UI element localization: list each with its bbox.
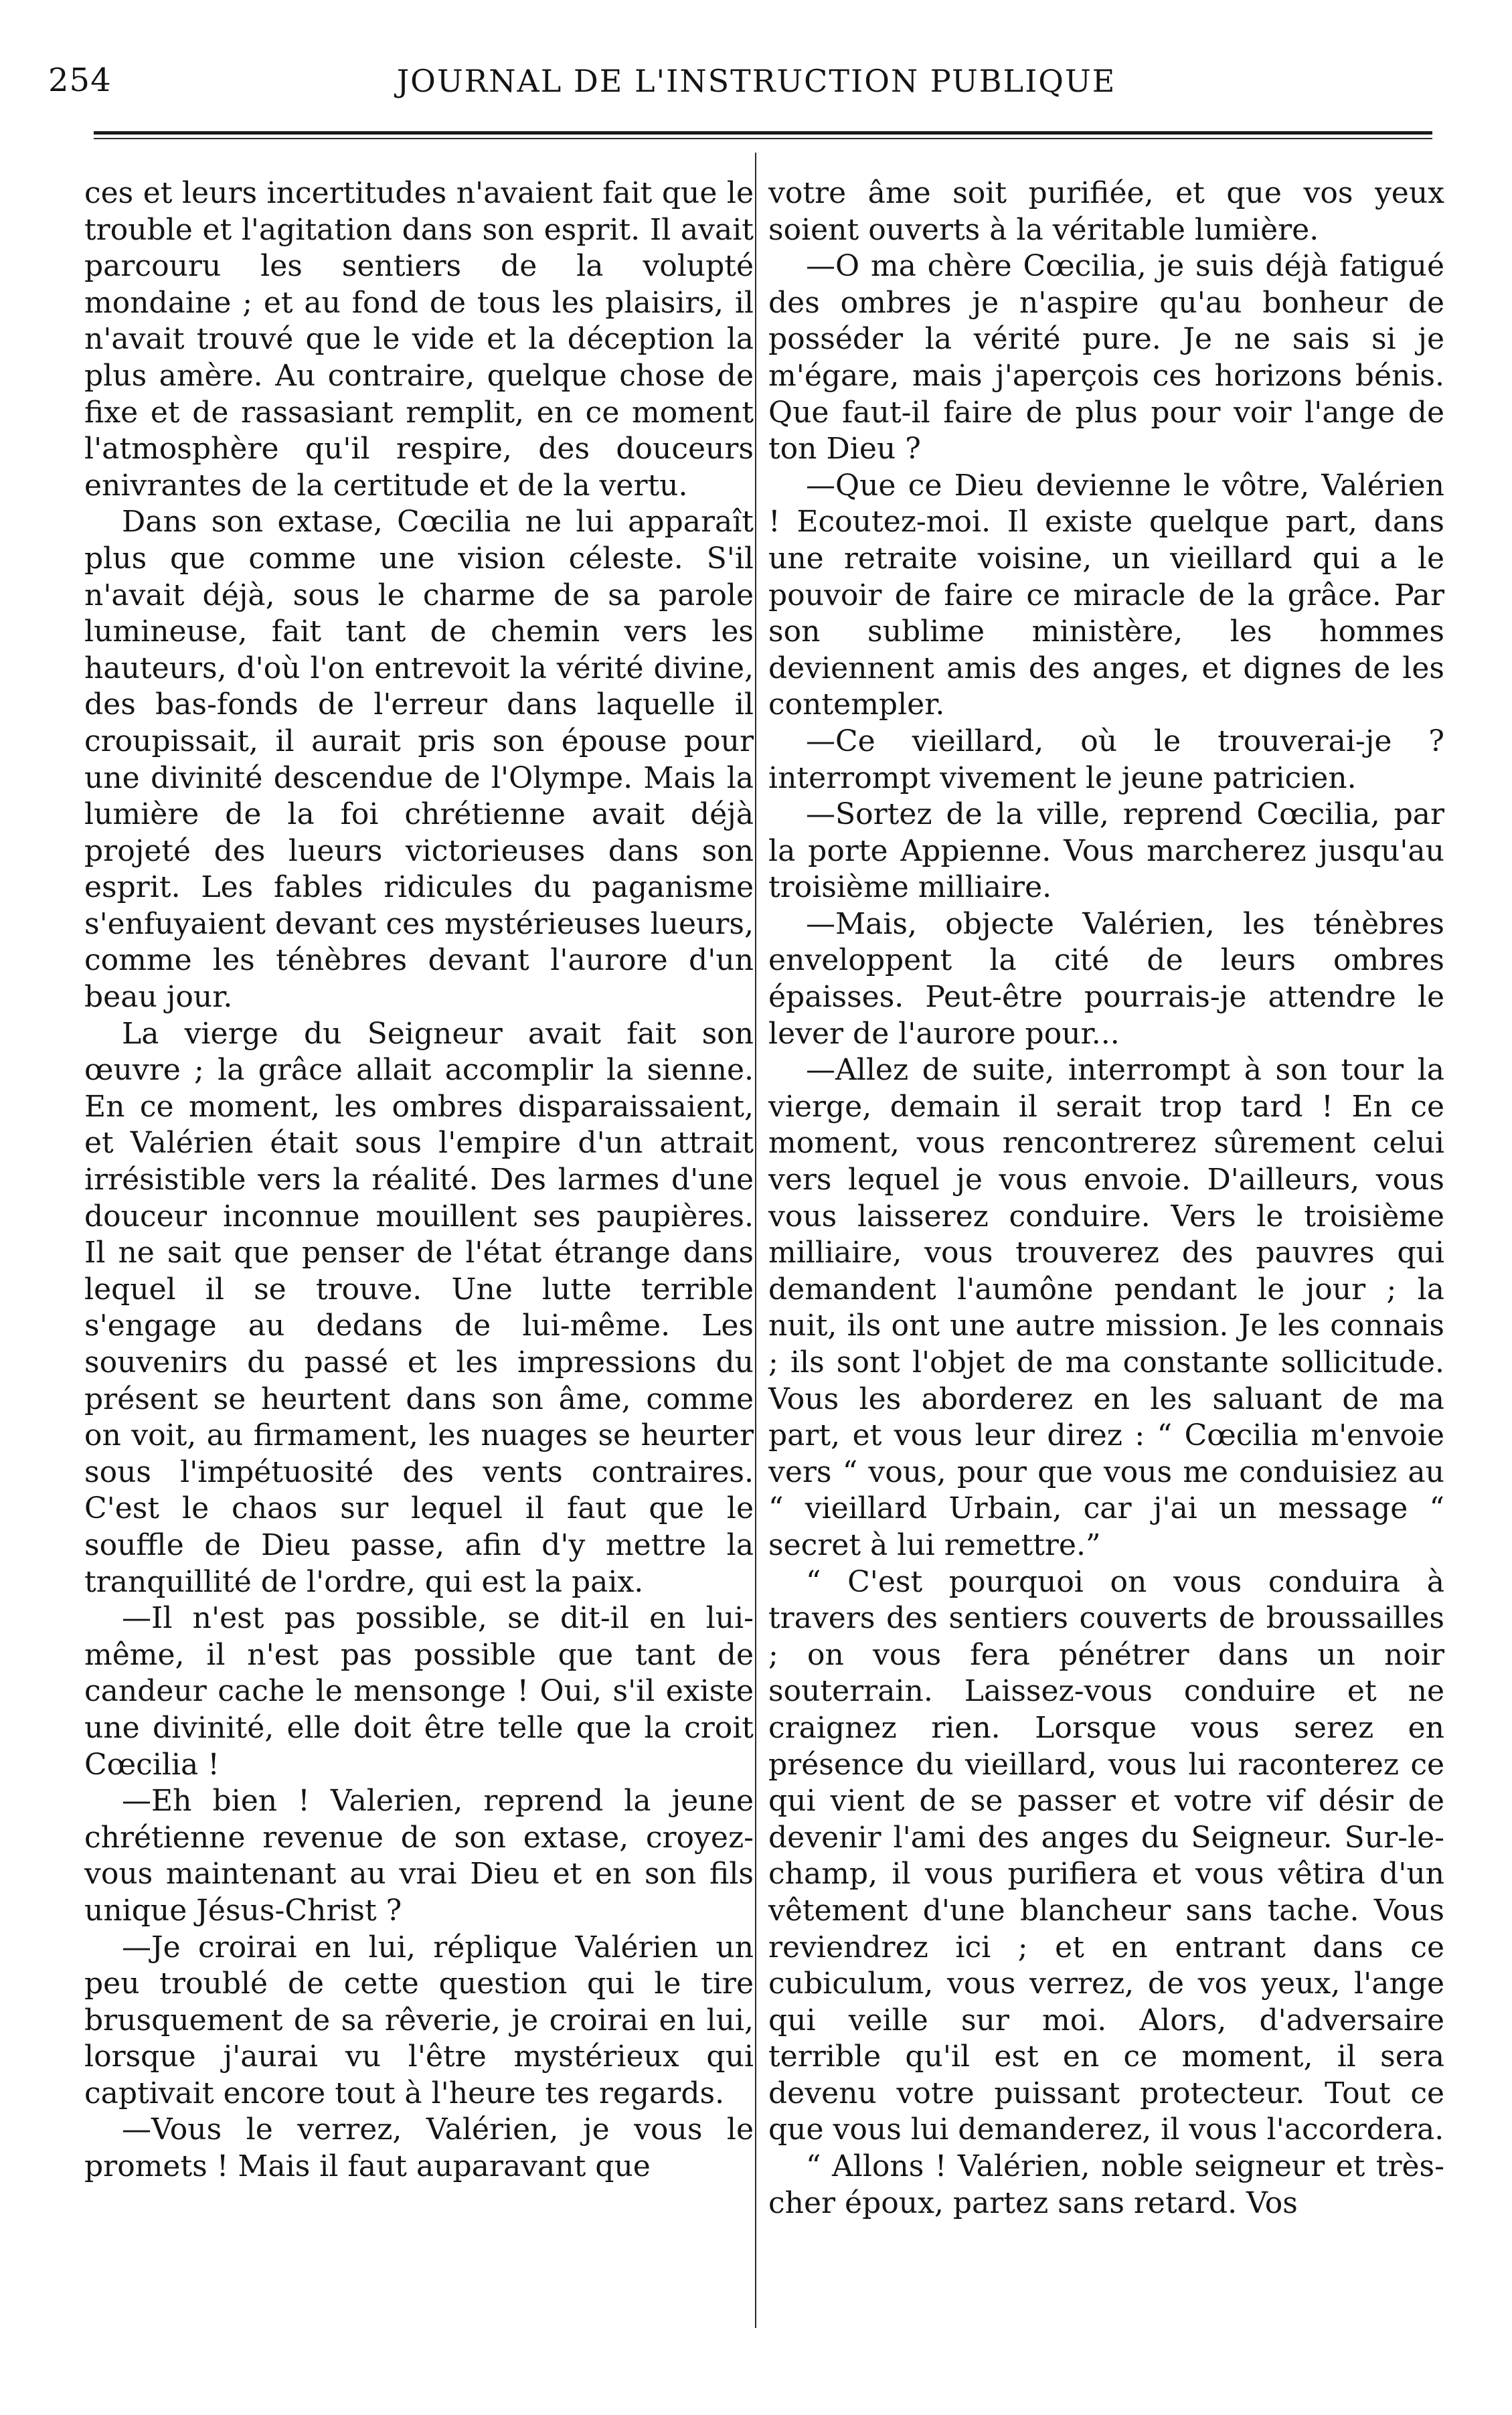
running-head: JOURNAL DE L'INSTRUCTION PUBLIQUE — [396, 63, 1116, 99]
page-number: 254 — [48, 62, 112, 99]
paragraph: —O ma chère Cœcilia, je suis déjà fatigué des ombres je n'aspire qu'au bonheur de posséder la vérité pure. Je ne sais si je m'égare, mais j'aperçois ces horizons bénis. Que faut-il faire de plus pour voir l'ange de ton Dieu ? — [768, 249, 1444, 467]
header-rule-thick — [94, 131, 1432, 135]
right-column — [768, 175, 1444, 2222]
paragraph: —Eh bien ! Valerien, reprend la jeune chrétienne revenue de son extase, croyez-vous maintenant au vrai Dieu et en son fils unique Jésus-Christ ? — [84, 1784, 754, 1928]
paragraph: —Mais, objecte Valérien, les ténèbres enveloppent la cité de leurs ombres épaisses. Peut-être pourrais-je attendre le lever de l'aurore pour... — [768, 906, 1444, 1051]
left-column — [84, 175, 754, 2185]
paragraph: votre âme soit purifiée, et que vos yeux soient ouverts à la véritable lumière. — [768, 176, 1444, 247]
paragraph: —Ce vieillard, où le trouverai-je ? interrompt vivement le jeune patricien. — [768, 724, 1444, 795]
header-rule-thin — [94, 138, 1432, 139]
paragraph: —Allez de suite, interrompt à son tour la vierge, demain il serait trop tard ! En ce moment, vous rencontrerez sûrement celui vers lequel je vous envoie. D'ailleurs, vous vous laisserez conduire. Vers le troisième milliaire, vous trouverez des pauvres qui demandent l'aumône pendant le jour ; la nuit, ils ont une autre mission. Je les connais ; ils sont l'objet de ma constante sollicitude. Vous les aborderez en les saluant de ma part, et vous leur direz : “ Cœcilia m'envoie vers “ vous, pour que vous me conduisiez au “ vieillard Urbain, car j'ai un message “ secret à lui remettre.” — [768, 1053, 1444, 1562]
paragraph: —Je croirai en lui, réplique Valérien un peu troublé de cette question qui le tire brusquement de sa rêverie, je croirai en lui, lorsque j'aurai vu l'être mystérieux qui captivait encore tout à l'heure tes regards. — [84, 1930, 754, 2110]
column-divider — [755, 153, 756, 2328]
paragraph: “ Allons ! Valérien, noble seigneur et très-cher époux, partez sans retard. Vos — [768, 2149, 1444, 2220]
paragraph: La vierge du Seigneur avait fait son œuvre ; la grâce allait accomplir la sienne. En ce moment, les ombres disparaissaient, et Valérien était sous l'empire d'un attrait irrésistible vers la réalité. Des larmes d'une douceur inconnue mouillent ses paupières. Il ne sait que penser de l'état étrange dans lequel il se trouve. Une lutte terrible s'engage au dedans de lui-même. Les souvenirs du passé et les impressions du présent se heurtent dans son âme, comme on voit, au firmament, les nuages se heurter sous l'impétuosité des vents contraires. C'est le chaos sur lequel il faut que le souffle de Dieu passe, afin d'y mettre la tranquillité de l'ordre, qui est la paix. — [84, 1016, 754, 1599]
paragraph: ces et leurs incertitudes n'avaient fait que le trouble et l'agitation dans son esprit. Il avait parcouru les sentiers de la volupté mondaine ; et au fond de tous les plaisirs, il n'avait trouvé que le vide et la déception la plus amère. Au contraire, quelque chose de fixe et de rassasiant remplit, en ce moment l'atmosphère qu'il respire, des douceurs enivrantes de la certitude et de la vertu. — [84, 176, 754, 503]
paragraph: —Vous le verrez, Valérien, je vous le promets ! Mais il faut auparavant que — [84, 2112, 754, 2184]
paragraph: Dans son extase, Cœcilia ne lui apparaît plus que comme une vision céleste. S'il n'avait déjà, sous le charme de sa parole lumineuse, fait tant de chemin vers les hauteurs, d'où l'on entrevoit la vérité divine, des bas-fonds de l'erreur dans laquelle il croupissait, il aurait pris son épouse pour une divinité descendue de l'Olympe. Mais la lumière de la foi chrétienne avait déjà projeté des lueurs victorieuses dans son esprit. Les fables ridicules du paganisme s'enfuyaient devant ces mystérieuses lueurs, comme les ténèbres devant l'aurore d'un beau jour. — [84, 505, 754, 1015]
paragraph: —Sortez de la ville, reprend Cœcilia, par la porte Appienne. Vous marcherez jusqu'au troisième milliaire. — [768, 797, 1444, 905]
paragraph: —Que ce Dieu devienne le vôtre, Valérien ! Ecoutez-moi. Il existe quelque part, dans une retraite voisine, un vieillard qui a le pouvoir de faire ce miracle de la grâce. Par son sublime ministère, les hommes deviennent amis des anges, et dignes de les contempler. — [768, 468, 1444, 722]
paragraph: “ C'est pourquoi on vous conduira à travers des sentiers couverts de broussailles ; on vous fera pénétrer dans un noir souterrain. Laissez-vous conduire et ne craignez rien. Lorsque vous serez en présence du vieillard, vous lui raconterez ce qui vient de se passer et votre vif désir de devenir l'ami des anges du Seigneur. Sur-le-champ, il vous purifiera et vous vêtira d'un vêtement d'une blancheur sans tache. Vous reviendrez ici ; et en entrant dans ce cubiculum, vous verrez, de vos yeux, l'ange qui veille sur moi. Alors, d'adversaire terrible qu'il est en ce moment, il sera devenu votre puissant protecteur. Tout ce que vous lui demanderez, il vous l'accordera. — [768, 1564, 1444, 2147]
paragraph: —Il n'est pas possible, se dit-il en lui-même, il n'est pas possible que tant de candeur cache le mensonge ! Oui, s'il existe une divinité, elle doit être telle que la croit Cœcilia ! — [84, 1601, 754, 1782]
